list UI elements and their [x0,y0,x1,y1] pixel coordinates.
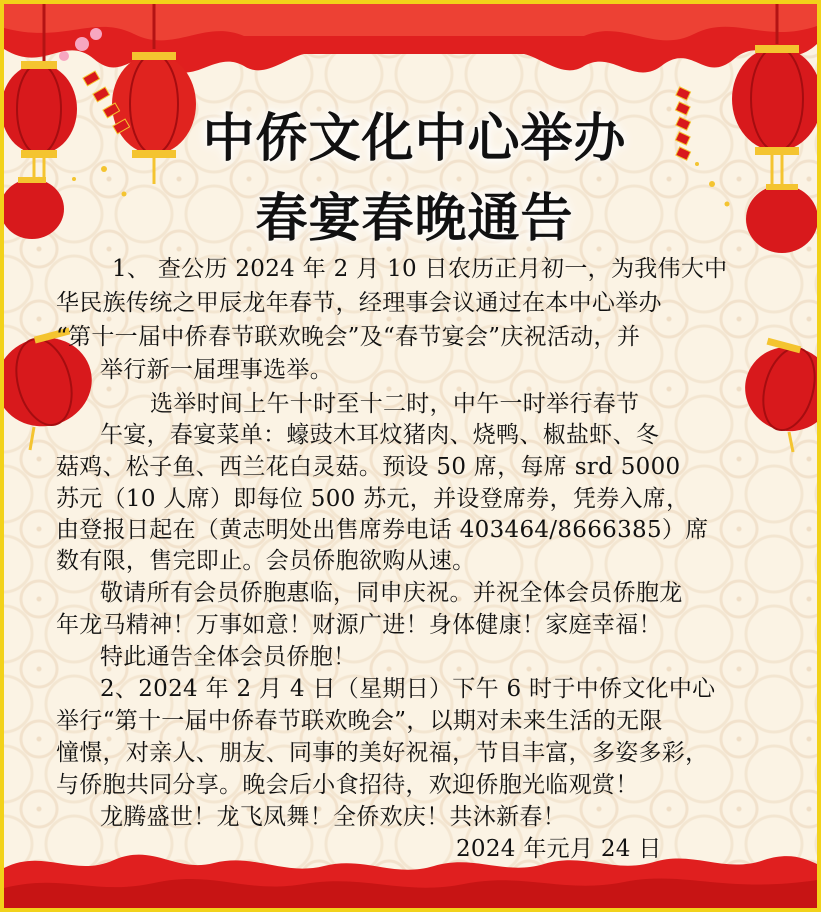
body-line-3: “第十一届中侨春节联欢晚会”及“春节宴会”庆祝活动，并 [56,324,641,350]
body-line-6: 午宴，春宴菜单：蠔豉木耳炆猪肉、烧鸭、椒盐虾、冬 [100,422,660,448]
body-line-13: 特此通告全体会员侨胞！ [100,644,357,670]
mid-right-lantern [727,334,817,454]
bottom-red-cloud-decoration [4,838,817,908]
body-line-9: 由登报日起在（黄志明处出售席券电话 403464/8666385）席 [56,517,709,543]
body-line-12: 年龙马精神！万事如意！财源广进！身体健康！家庭幸福！ [56,612,662,638]
body-line-1: 1、 查公历 2024 年 2 月 10 日农历正月初一，为我伟大中 [112,256,728,282]
body-line-15: 举行“第十一届中侨春节联欢晚会”，以期对未来生活的无限 [56,708,663,734]
body-line-10: 数有限，售完即止。会员侨胞欲购从速。 [56,548,476,574]
body-line-5: 选举时间上午十时至十二时，中午一时举行春节 [150,391,640,417]
body-line-17: 与侨胞共同分享。晚会后小食招待，欢迎侨胞光临观赏！ [56,772,639,798]
body-line-16: 憧憬，对亲人、朋友、同事的美好祝福，节目丰富，多姿多彩， [56,740,709,766]
body-line-7: 菇鸡、松子鱼、西兰花白灵菇。预设 50 席，每席 srd 5000 [56,454,681,480]
body-line-4: 举行新一届理事选举。 [100,357,333,383]
notice-title-line-1: 中侨文化中心举办 [202,109,627,169]
body-line-14: 2、2024 年 2 月 4 日（星期日）下午 6 时于中侨文化中心 [100,676,716,702]
notice-date: 2024 年元月 24 日 [456,836,662,862]
body-line-18: 龙腾盛世！龙飞凤舞！全侨欢庆！共沐新春！ [100,804,566,830]
body-line-2: 华民族传统之甲辰龙年春节，经理事会议通过在本中心举办 [56,290,662,316]
body-line-11: 敬请所有会员侨胞惠临，同申庆祝。并祝全体会员侨胞龙 [100,580,683,606]
notice-title-line-2: 春宴春晚通告 [255,189,574,249]
body-line-8: 苏元（10 人席）即每位 500 苏元，并设登席券，凭券入席， [56,486,690,512]
